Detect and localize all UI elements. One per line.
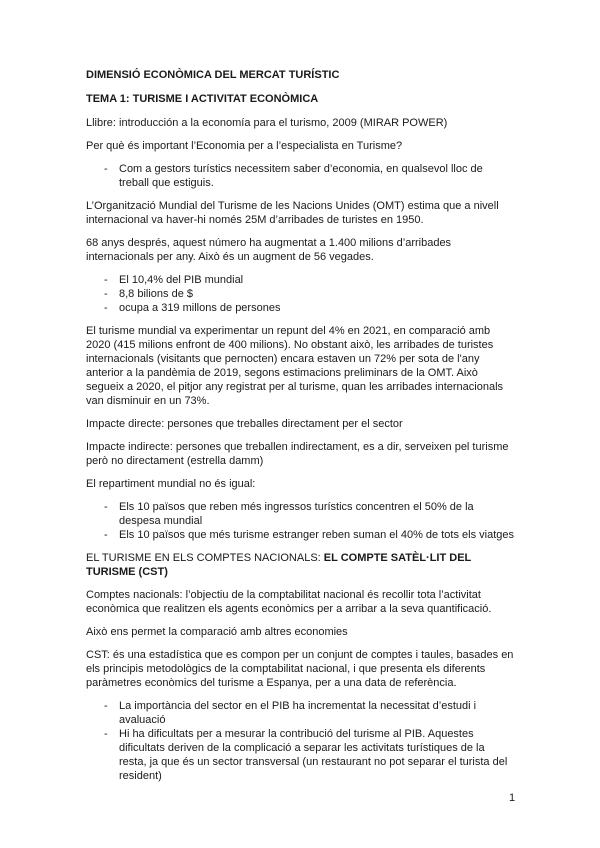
list-item: - La importància del sector en el PIB ha incrementat la necessitat d’estudi i avaluació [86,699,514,727]
list-item: - Com a gestors turístics necessitem saber d’economia, en qualsevol lloc de treball que estiguis. [86,162,514,190]
document-title: DIMENSIÓ ECONÒMICA DEL MERCAT TURÍSTIC [86,69,340,81]
comparison-paragraph: Això ens permet la comparació amb altres economies [86,626,348,638]
bullet-list-2 [86,273,514,315]
document-body [86,68,514,792]
list-item: - Els 10 països que més turisme estranger reben suman el 40% de tots els viatges [86,528,514,542]
bullet-list-4 [86,699,514,783]
cst-paragraph: CST: és una estadística que es compon per un conjunt de comptes i taules, basades en els principis metodològics de la comptabilitat nacional, i que presenta els diferents paràmetres econòmics del turisme a Espanya, per a una data de referència. [86,649,514,689]
list-item: - Els 10 països que reben més ingressos turístics concentren el 50% de la despesa mundial [86,500,514,528]
list-item: - 8,8 bilions de $ [86,287,514,301]
distribution-paragraph: El repartiment mundial no és igual: [86,478,256,490]
indirect-impact-paragraph: Impacte indirecte: persones que treballen indirectament, es a dir, serveixen pel turisme però no directament (estrella damm) [86,441,509,467]
list-item: - Hi ha dificultats per a mesurar la contribució del turisme al PIB. Aquestes dificultats deriven de la complicació a separar les activitats turístiques de la resta, ja que és un sector transversal (un restaurant no pot separar el turista del resident) [86,727,514,783]
list-item: - El 10,4% del PIB mundial [86,273,514,287]
topic-heading: TEMA 1: TURISME I ACTIVITAT ECONÒMICA [86,93,319,105]
book-reference: Llibre: introducción a la economía para el turismo, 2009 (MIRAR POWER) [86,117,448,129]
page-number: 1 [509,792,516,804]
section-heading [86,551,514,579]
list-item: - ocupa a 319 millons de persones [86,301,514,315]
tourism-2021-paragraph: El turisme mundial va experimentar un repunt del 4% en 2021, en comparació amb 2020 (415 milions enfront de 400 milions). No obstant això, les arribades de turistes internacionals (visitants que pernocten) encara estaven un 72% per sota de l'any anterior a la pandèmia de 2019, segons estimacions preliminars de la OMT. Això segueix a 2020, el pitjor any registrat per al turisme, quan les arribades internacionals van disminuir en un 73%. [86,325,504,407]
section-heading-prefix: EL TURISME EN ELS COMPTES NACIONALS: [86,552,324,564]
growth-paragraph: 68 anys després, aquest número ha augmentat a 1.400 milions d’arribades internacionals per any. Això és un augment de 56 vegades. [86,237,452,263]
omt-paragraph: L’Organització Mundial del Turisme de les Nacions Unides (OMT) estima que a nivell internacional va haver-hi només 25M d’arribades de turistes en 1950. [86,200,499,226]
direct-impact-paragraph: Impacte directe: persones que treballes directament per el sector [86,418,403,430]
bullet-list-3 [86,500,514,542]
question-paragraph: Per què és important l’Economia per a l’especialista en Turisme? [86,140,403,152]
national-accounts-paragraph: Comptes nacionals: l’objectiu de la comptabilitat nacional és recollir tota l’activitat econòmica que realitzen els agents econòmics per a arribar a la seva quantificació. [86,589,492,615]
bullet-list-1 [86,162,514,190]
section-heading-bold: EL COMPTE SATÈL·LIT DEL TURISME (CST) [86,552,472,578]
